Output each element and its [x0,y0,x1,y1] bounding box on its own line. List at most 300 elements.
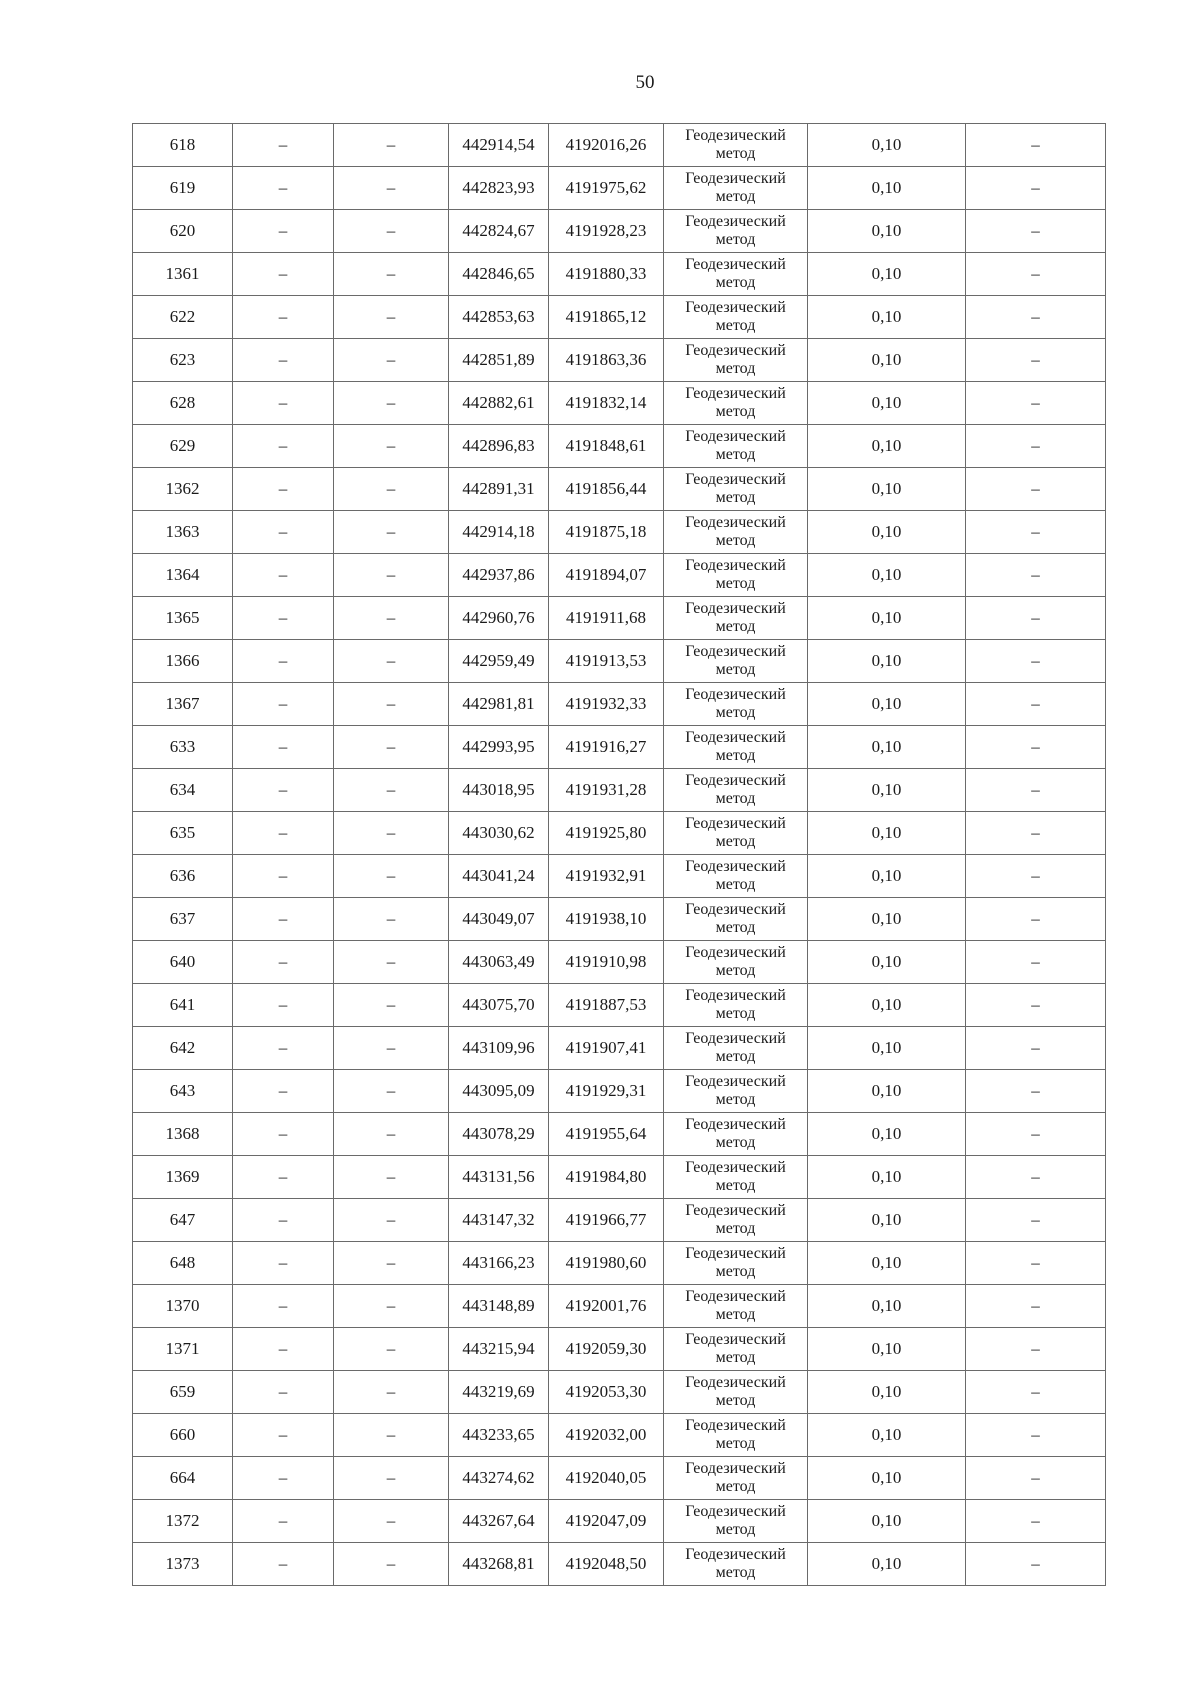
dash-cell: – [966,1457,1106,1500]
dash-cell: – [966,1156,1106,1199]
dash-cell: – [966,253,1106,296]
dash-cell: – [966,425,1106,468]
dash-cell: – [233,769,334,812]
dash-cell: – [233,1113,334,1156]
method-line-1: Геодезический [685,1288,786,1305]
point-number-cell: 634 [133,769,233,812]
dash-cell: – [334,511,449,554]
method-cell [664,554,808,597]
method-cell [664,941,808,984]
method-line-1: Геодезический [685,256,786,273]
y-coordinate-cell: 4191966,77 [549,1199,664,1242]
dash-cell: – [966,468,1106,511]
y-coordinate-cell: 4191880,33 [549,253,664,296]
dash-cell: – [233,124,334,167]
dash-cell: – [233,253,334,296]
x-coordinate-cell: 442959,49 [449,640,549,683]
table-row [133,1457,1106,1500]
dash-cell: – [233,1199,334,1242]
table-row [133,253,1106,296]
method-line-2: метод [715,532,756,549]
method-line-2: метод [715,1220,756,1237]
dash-cell: – [966,1328,1106,1371]
accuracy-cell: 0,10 [808,1242,966,1285]
method-line-2: метод [715,876,756,893]
accuracy-cell: 0,10 [808,726,966,769]
dash-cell: – [233,1414,334,1457]
point-number-cell: 633 [133,726,233,769]
method-line-2: метод [715,231,756,248]
dash-cell: – [966,382,1106,425]
table-row [133,1156,1106,1199]
point-number-cell: 628 [133,382,233,425]
y-coordinate-cell: 4191894,07 [549,554,664,597]
dash-cell: – [233,1500,334,1543]
x-coordinate-cell: 442824,67 [449,210,549,253]
point-number-cell: 1368 [133,1113,233,1156]
point-number-cell: 1371 [133,1328,233,1371]
point-number-cell: 1361 [133,253,233,296]
table-row [133,769,1106,812]
dash-cell: – [966,339,1106,382]
accuracy-cell: 0,10 [808,1457,966,1500]
point-number-cell: 619 [133,167,233,210]
method-cell [664,210,808,253]
x-coordinate-cell: 443063,49 [449,941,549,984]
method-cell [664,124,808,167]
method-line-2: метод [715,317,756,334]
method-cell [664,855,808,898]
point-number-cell: 635 [133,812,233,855]
accuracy-cell: 0,10 [808,253,966,296]
method-line-1: Геодезический [685,1460,786,1477]
point-number-cell: 647 [133,1199,233,1242]
accuracy-cell: 0,10 [808,812,966,855]
method-line-1: Геодезический [685,987,786,1004]
method-cell [664,1414,808,1457]
accuracy-cell: 0,10 [808,339,966,382]
method-cell [664,1199,808,1242]
method-line-1: Геодезический [685,514,786,531]
accuracy-cell: 0,10 [808,382,966,425]
dash-cell: – [233,1285,334,1328]
method-line-2: метод [715,1005,756,1022]
dash-cell: – [334,1328,449,1371]
x-coordinate-cell: 442914,54 [449,124,549,167]
dash-cell: – [233,597,334,640]
dash-cell: – [233,898,334,941]
x-coordinate-cell: 443268,81 [449,1543,549,1586]
dash-cell: – [233,1070,334,1113]
dash-cell: – [966,1070,1106,1113]
x-coordinate-cell: 442937,86 [449,554,549,597]
method-line-1: Геодезический [685,1030,786,1047]
dash-cell: – [334,1543,449,1586]
method-line-1: Геодезический [685,815,786,832]
accuracy-cell: 0,10 [808,1156,966,1199]
point-number-cell: 648 [133,1242,233,1285]
dash-cell: – [233,640,334,683]
method-line-2: метод [715,1263,756,1280]
x-coordinate-cell: 442853,63 [449,296,549,339]
y-coordinate-cell: 4191913,53 [549,640,664,683]
dash-cell: – [966,1285,1106,1328]
x-coordinate-cell: 443041,24 [449,855,549,898]
accuracy-cell: 0,10 [808,1328,966,1371]
method-line-2: метод [715,1478,756,1495]
y-coordinate-cell: 4191887,53 [549,984,664,1027]
accuracy-cell: 0,10 [808,1285,966,1328]
method-cell [664,1457,808,1500]
method-line-1: Геодезический [685,1202,786,1219]
dash-cell: – [334,1242,449,1285]
dash-cell: – [966,554,1106,597]
method-line-1: Геодезический [685,385,786,402]
table-row [133,511,1106,554]
method-line-1: Геодезический [685,858,786,875]
method-line-1: Геодезический [685,1245,786,1262]
dash-cell: – [334,167,449,210]
accuracy-cell: 0,10 [808,1500,966,1543]
method-cell [664,468,808,511]
point-number-cell: 641 [133,984,233,1027]
accuracy-cell: 0,10 [808,210,966,253]
dash-cell: – [233,296,334,339]
method-line-1: Геодезический [685,1073,786,1090]
y-coordinate-cell: 4192016,26 [549,124,664,167]
dash-cell: – [233,1328,334,1371]
dash-cell: – [966,855,1106,898]
dash-cell: – [233,1027,334,1070]
method-line-1: Геодезический [685,944,786,961]
dash-cell: – [966,640,1106,683]
page-number: 50 [635,72,655,93]
y-coordinate-cell: 4191932,33 [549,683,664,726]
x-coordinate-cell: 443274,62 [449,1457,549,1500]
method-line-1: Геодезический [685,342,786,359]
accuracy-cell: 0,10 [808,1113,966,1156]
method-line-1: Геодезический [685,1417,786,1434]
y-coordinate-cell: 4192059,30 [549,1328,664,1371]
dash-cell: – [966,210,1106,253]
method-line-1: Геодезический [685,1546,786,1563]
point-number-cell: 1363 [133,511,233,554]
dash-cell: – [334,683,449,726]
table-row [133,1500,1106,1543]
method-line-1: Геодезический [685,1331,786,1348]
dash-cell: – [966,1242,1106,1285]
accuracy-cell: 0,10 [808,984,966,1027]
y-coordinate-cell: 4192032,00 [549,1414,664,1457]
method-cell [664,253,808,296]
method-line-2: метод [715,145,756,162]
table-row [133,597,1106,640]
dash-cell: – [966,898,1106,941]
dash-cell: – [334,855,449,898]
dash-cell: – [233,1242,334,1285]
accuracy-cell: 0,10 [808,1027,966,1070]
method-line-2: метод [715,1306,756,1323]
y-coordinate-cell: 4191929,31 [549,1070,664,1113]
method-line-1: Геодезический [685,643,786,660]
method-cell [664,1027,808,1070]
point-number-cell: 660 [133,1414,233,1457]
y-coordinate-cell: 4191875,18 [549,511,664,554]
dash-cell: – [966,1414,1106,1457]
point-number-cell: 640 [133,941,233,984]
method-line-2: метод [715,1177,756,1194]
method-line-2: метод [715,1435,756,1452]
dash-cell: – [233,984,334,1027]
point-number-cell: 637 [133,898,233,941]
y-coordinate-cell: 4191832,14 [549,382,664,425]
method-line-2: метод [715,704,756,721]
point-number-cell: 664 [133,1457,233,1500]
method-cell [664,1156,808,1199]
method-line-1: Геодезический [685,557,786,574]
point-number-cell: 1369 [133,1156,233,1199]
x-coordinate-cell: 443148,89 [449,1285,549,1328]
dash-cell: – [233,1457,334,1500]
x-coordinate-cell: 443109,96 [449,1027,549,1070]
x-coordinate-cell: 443166,23 [449,1242,549,1285]
dash-cell: – [334,1199,449,1242]
accuracy-cell: 0,10 [808,1543,966,1586]
method-line-1: Геодезический [685,1503,786,1520]
method-line-2: метод [715,962,756,979]
x-coordinate-cell: 443147,32 [449,1199,549,1242]
point-number-cell: 636 [133,855,233,898]
accuracy-cell: 0,10 [808,511,966,554]
table-row [133,124,1106,167]
accuracy-cell: 0,10 [808,597,966,640]
y-coordinate-cell: 4191856,44 [549,468,664,511]
dash-cell: – [233,812,334,855]
method-line-1: Геодезический [685,428,786,445]
accuracy-cell: 0,10 [808,468,966,511]
x-coordinate-cell: 443233,65 [449,1414,549,1457]
accuracy-cell: 0,10 [808,167,966,210]
method-cell [664,1070,808,1113]
table-row [133,554,1106,597]
method-cell [664,726,808,769]
y-coordinate-cell: 4191916,27 [549,726,664,769]
dash-cell: – [334,984,449,1027]
method-cell [664,984,808,1027]
y-coordinate-cell: 4191975,62 [549,167,664,210]
dash-cell: – [334,1027,449,1070]
dash-cell: – [334,1414,449,1457]
x-coordinate-cell: 442823,93 [449,167,549,210]
method-line-2: метод [715,1521,756,1538]
dash-cell: – [334,1500,449,1543]
table-row [133,941,1106,984]
method-line-1: Геодезический [685,471,786,488]
method-line-1: Геодезический [685,772,786,789]
point-number-cell: 618 [133,124,233,167]
x-coordinate-cell: 443095,09 [449,1070,549,1113]
dash-cell: – [334,812,449,855]
table-body [133,124,1106,1586]
method-line-2: метод [715,274,756,291]
method-cell [664,898,808,941]
dash-cell: – [966,124,1106,167]
method-line-2: метод [715,188,756,205]
table-row [133,1027,1106,1070]
point-number-cell: 1364 [133,554,233,597]
method-line-2: метод [715,489,756,506]
dash-cell: – [966,769,1106,812]
table-row [133,1285,1106,1328]
accuracy-cell: 0,10 [808,425,966,468]
method-line-2: метод [715,575,756,592]
method-cell [664,296,808,339]
accuracy-cell: 0,10 [808,683,966,726]
dash-cell: – [334,554,449,597]
y-coordinate-cell: 4191910,98 [549,941,664,984]
y-coordinate-cell: 4191955,64 [549,1113,664,1156]
method-cell [664,1328,808,1371]
table-row [133,1543,1106,1586]
method-line-2: метод [715,618,756,635]
x-coordinate-cell: 443018,95 [449,769,549,812]
table-row [133,210,1106,253]
dash-cell: – [966,984,1106,1027]
y-coordinate-cell: 4192040,05 [549,1457,664,1500]
dash-cell: – [334,726,449,769]
method-line-1: Геодезический [685,1116,786,1133]
point-number-cell: 1365 [133,597,233,640]
dash-cell: – [966,296,1106,339]
table-row [133,1328,1106,1371]
table-row [133,683,1106,726]
table-row [133,296,1106,339]
dash-cell: – [966,1543,1106,1586]
x-coordinate-cell: 443075,70 [449,984,549,1027]
point-number-cell: 620 [133,210,233,253]
dash-cell: – [966,941,1106,984]
dash-cell: – [334,898,449,941]
x-coordinate-cell: 442851,89 [449,339,549,382]
method-cell [664,1113,808,1156]
point-number-cell: 643 [133,1070,233,1113]
y-coordinate-cell: 4191984,80 [549,1156,664,1199]
x-coordinate-cell: 443219,69 [449,1371,549,1414]
dash-cell: – [233,683,334,726]
accuracy-cell: 0,10 [808,296,966,339]
dash-cell: – [334,597,449,640]
y-coordinate-cell: 4191925,80 [549,812,664,855]
accuracy-cell: 0,10 [808,554,966,597]
y-coordinate-cell: 4191848,61 [549,425,664,468]
table-row [133,1199,1106,1242]
dash-cell: – [233,1371,334,1414]
accuracy-cell: 0,10 [808,941,966,984]
method-line-2: метод [715,1392,756,1409]
accuracy-cell: 0,10 [808,769,966,812]
y-coordinate-cell: 4191911,68 [549,597,664,640]
point-number-cell: 623 [133,339,233,382]
x-coordinate-cell: 442882,61 [449,382,549,425]
coordinates-table [132,123,1106,1586]
dash-cell: – [233,425,334,468]
table-row [133,167,1106,210]
dash-cell: – [966,1500,1106,1543]
method-line-2: метод [715,1048,756,1065]
point-number-cell: 622 [133,296,233,339]
dash-cell: – [334,339,449,382]
dash-cell: – [233,511,334,554]
accuracy-cell: 0,10 [808,640,966,683]
dash-cell: – [233,468,334,511]
method-cell [664,812,808,855]
dash-cell: – [334,1156,449,1199]
table-row [133,726,1106,769]
method-cell [664,597,808,640]
dash-cell: – [334,124,449,167]
dash-cell: – [233,554,334,597]
point-number-cell: 1367 [133,683,233,726]
method-cell [664,1500,808,1543]
method-line-2: метод [715,833,756,850]
point-number-cell: 1370 [133,1285,233,1328]
dash-cell: – [233,339,334,382]
dash-cell: – [334,1285,449,1328]
x-coordinate-cell: 443078,29 [449,1113,549,1156]
point-number-cell: 659 [133,1371,233,1414]
dash-cell: – [233,382,334,425]
dash-cell: – [334,1113,449,1156]
method-cell [664,339,808,382]
dash-cell: – [966,683,1106,726]
method-line-1: Геодезический [685,686,786,703]
y-coordinate-cell: 4191907,41 [549,1027,664,1070]
method-line-1: Геодезический [685,170,786,187]
y-coordinate-cell: 4192048,50 [549,1543,664,1586]
dash-cell: – [334,296,449,339]
point-number-cell: 629 [133,425,233,468]
dash-cell: – [334,382,449,425]
method-cell [664,425,808,468]
dash-cell: – [233,167,334,210]
dash-cell: – [233,855,334,898]
dash-cell: – [233,941,334,984]
y-coordinate-cell: 4191865,12 [549,296,664,339]
y-coordinate-cell: 4191863,36 [549,339,664,382]
table-row [133,984,1106,1027]
table-row [133,1414,1106,1457]
accuracy-cell: 0,10 [808,1199,966,1242]
table-row [133,1113,1106,1156]
dash-cell: – [966,1027,1106,1070]
method-cell [664,511,808,554]
dash-cell: – [966,1113,1106,1156]
method-line-2: метод [715,1349,756,1366]
dash-cell: – [334,1457,449,1500]
x-coordinate-cell: 443267,64 [449,1500,549,1543]
y-coordinate-cell: 4191931,28 [549,769,664,812]
method-line-2: метод [715,661,756,678]
x-coordinate-cell: 443131,56 [449,1156,549,1199]
method-cell [664,382,808,425]
y-coordinate-cell: 4191932,91 [549,855,664,898]
accuracy-cell: 0,10 [808,1371,966,1414]
accuracy-cell: 0,10 [808,124,966,167]
x-coordinate-cell: 442993,95 [449,726,549,769]
y-coordinate-cell: 4192047,09 [549,1500,664,1543]
dash-cell: – [966,511,1106,554]
point-number-cell: 1373 [133,1543,233,1586]
